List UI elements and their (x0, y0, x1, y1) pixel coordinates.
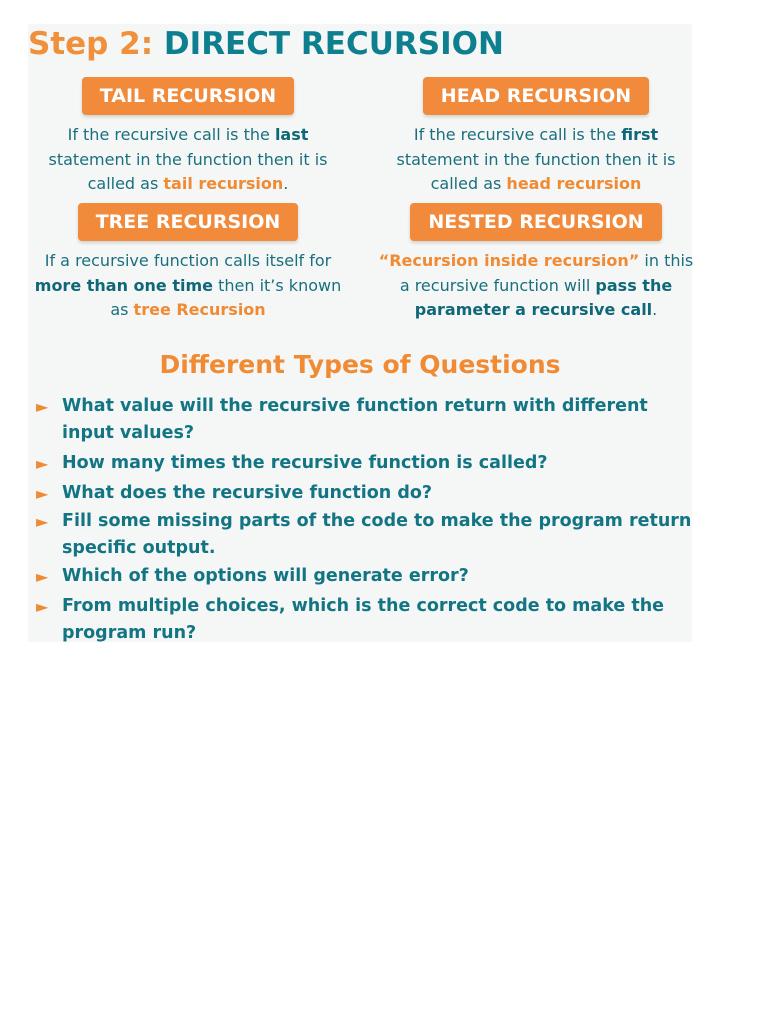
description-segment: If a recursive function calls itself for (44, 251, 332, 270)
description-segment: then it’s known as (110, 275, 342, 319)
card-tree-recursion (28, 203, 348, 323)
card-title: NESTED RECURSION (410, 203, 661, 241)
description-segment: statement in the function then it is called as (48, 149, 328, 193)
description-segment: first (621, 125, 659, 144)
description-segment: head recursion (506, 174, 642, 193)
triangle-right-icon: ► (36, 597, 49, 616)
card-nested-recursion (376, 203, 696, 323)
card-title: TAIL RECURSION (82, 77, 294, 115)
card-title: TREE RECURSION (78, 203, 299, 241)
description-segment: . (652, 300, 658, 319)
card-description (376, 249, 696, 323)
triangle-right-icon: ► (36, 512, 49, 531)
questions-list (36, 393, 696, 650)
question-item: ► What value will the recursive function return with different input values? (36, 393, 696, 447)
card-tail-recursion (28, 77, 348, 197)
triangle-right-icon: ► (36, 397, 49, 416)
description-segment: last (274, 125, 309, 144)
card-description (28, 249, 348, 323)
description-segment: tree Recursion (133, 300, 266, 319)
card-description (376, 123, 696, 197)
description-segment: If the recursive call is the (67, 125, 275, 144)
question-item: ► Fill some missing parts of the code to make the program return specific output. (36, 508, 696, 562)
card-description (28, 123, 348, 197)
description-segment: “Recursion inside recursion” (378, 251, 640, 270)
description-segment: pass the parameter a recursive call (414, 275, 673, 319)
step-label: Step 2: (28, 26, 154, 62)
description-segment: . (283, 174, 289, 193)
questions-title: Different Types of Questions (159, 350, 561, 379)
question-item: ► How many times the recursive function is called? (36, 450, 696, 477)
description-segment: statement in the function then it is called as (396, 149, 676, 193)
triangle-right-icon: ► (36, 454, 49, 473)
description-segment: more than one time (34, 275, 213, 295)
triangle-right-icon: ► (36, 484, 49, 503)
description-segment: tail recursion (163, 174, 284, 193)
question-item: ► From multiple choices, which is the correct code to make the program run? (36, 593, 696, 647)
description-segment: in this a recursive function will (399, 251, 694, 295)
question-item: ► Which of the options will generate error? (36, 563, 696, 590)
triangle-right-icon: ► (36, 567, 49, 586)
title-text: DIRECT RECURSION (163, 26, 504, 62)
card-title: HEAD RECURSION (423, 77, 649, 115)
page-title (28, 24, 504, 64)
card-head-recursion (376, 77, 696, 197)
description-segment: If the recursive call is the (413, 125, 622, 144)
question-item: ► What does the recursive function do? (36, 480, 696, 507)
